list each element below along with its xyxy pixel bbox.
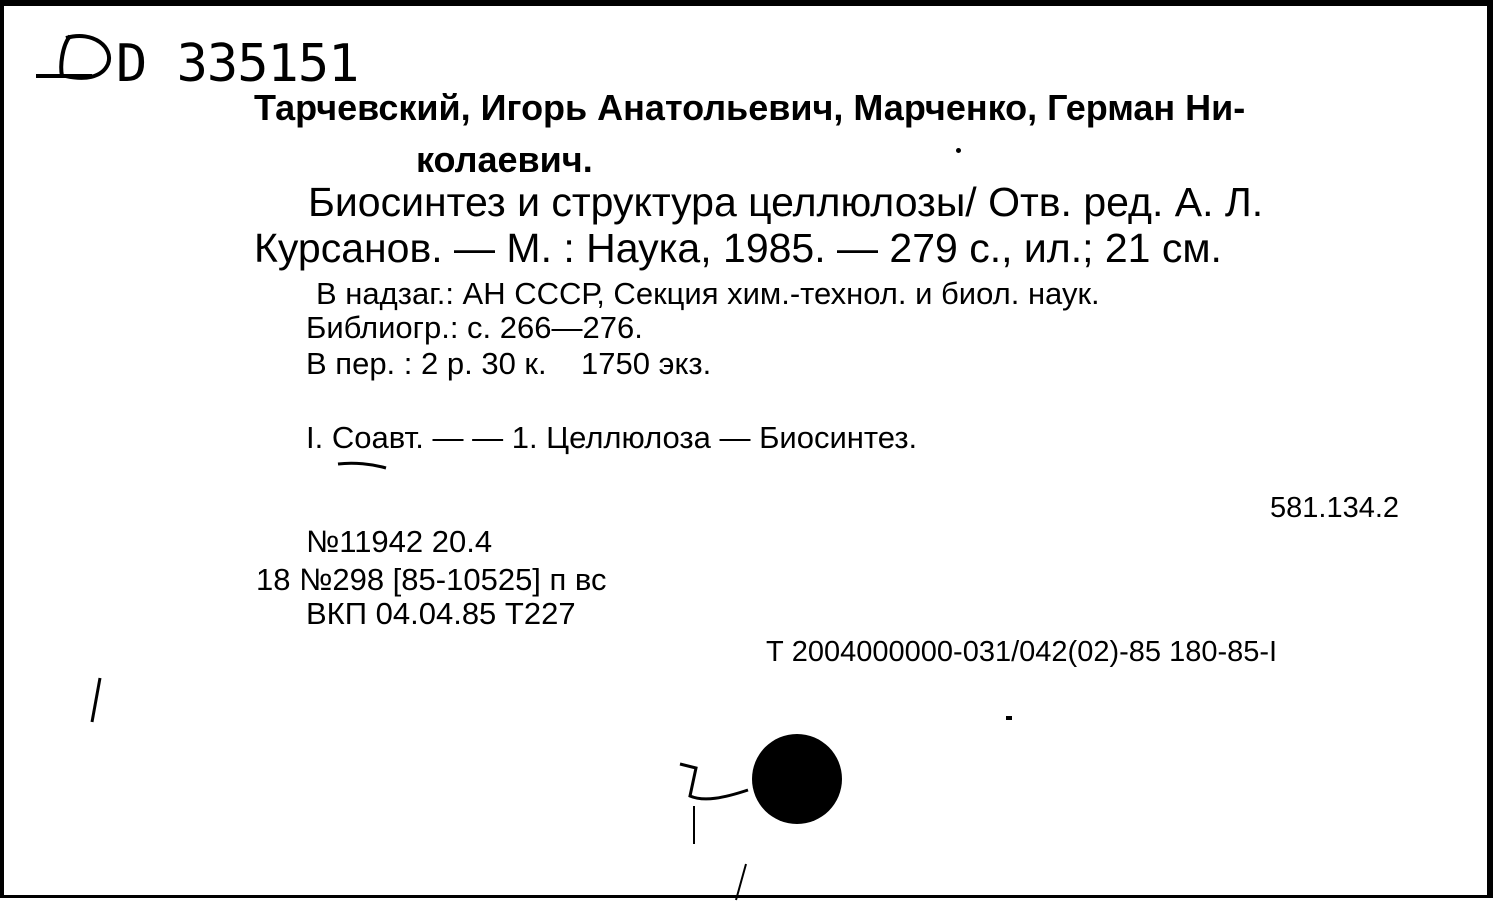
punch-hole (752, 734, 842, 824)
author-line-2: колаевич. (416, 139, 593, 180)
meta-line-3: ВКП 04.04.85 Т227 (306, 596, 576, 631)
catalog-code: Т 2004000000-031/042(02)-85 180-85-I (766, 636, 1278, 668)
title-line-2: Курсанов. — М. : Наука, 1985. — 279 с., ил.; 21 см. (254, 225, 1222, 271)
meta-line-1: №11942 20.4 (306, 524, 493, 559)
handwritten-marks (4, 6, 1493, 904)
author-line-1: Тарчевский, Игорь Анатольевич, Марченко, Герман Ни- (254, 87, 1246, 128)
meta-line-2: 18 №298 [85-10525] п вс (256, 562, 607, 597)
note-line-3: В пер. : 2 р. 30 к. 1750 экз. (306, 346, 712, 381)
ink-dot (956, 148, 961, 153)
call-number: D 335151 (116, 34, 359, 94)
ink-dash (1006, 716, 1012, 720)
note-line-1: В надзаг.: АН СССР, Секция хим.-технол. и биол. наук. (316, 276, 1100, 311)
note-line-2: Библиогр.: с. 266—276. (306, 310, 643, 345)
tracings: I. Соавт. — — 1. Целлюлоза — Биосинтез. (306, 420, 918, 455)
udc-number: 581.134.2 (1270, 492, 1400, 524)
title-line-1: Биосинтез и структура целлюлозы/ Отв. ред. А. Л. (308, 179, 1264, 225)
